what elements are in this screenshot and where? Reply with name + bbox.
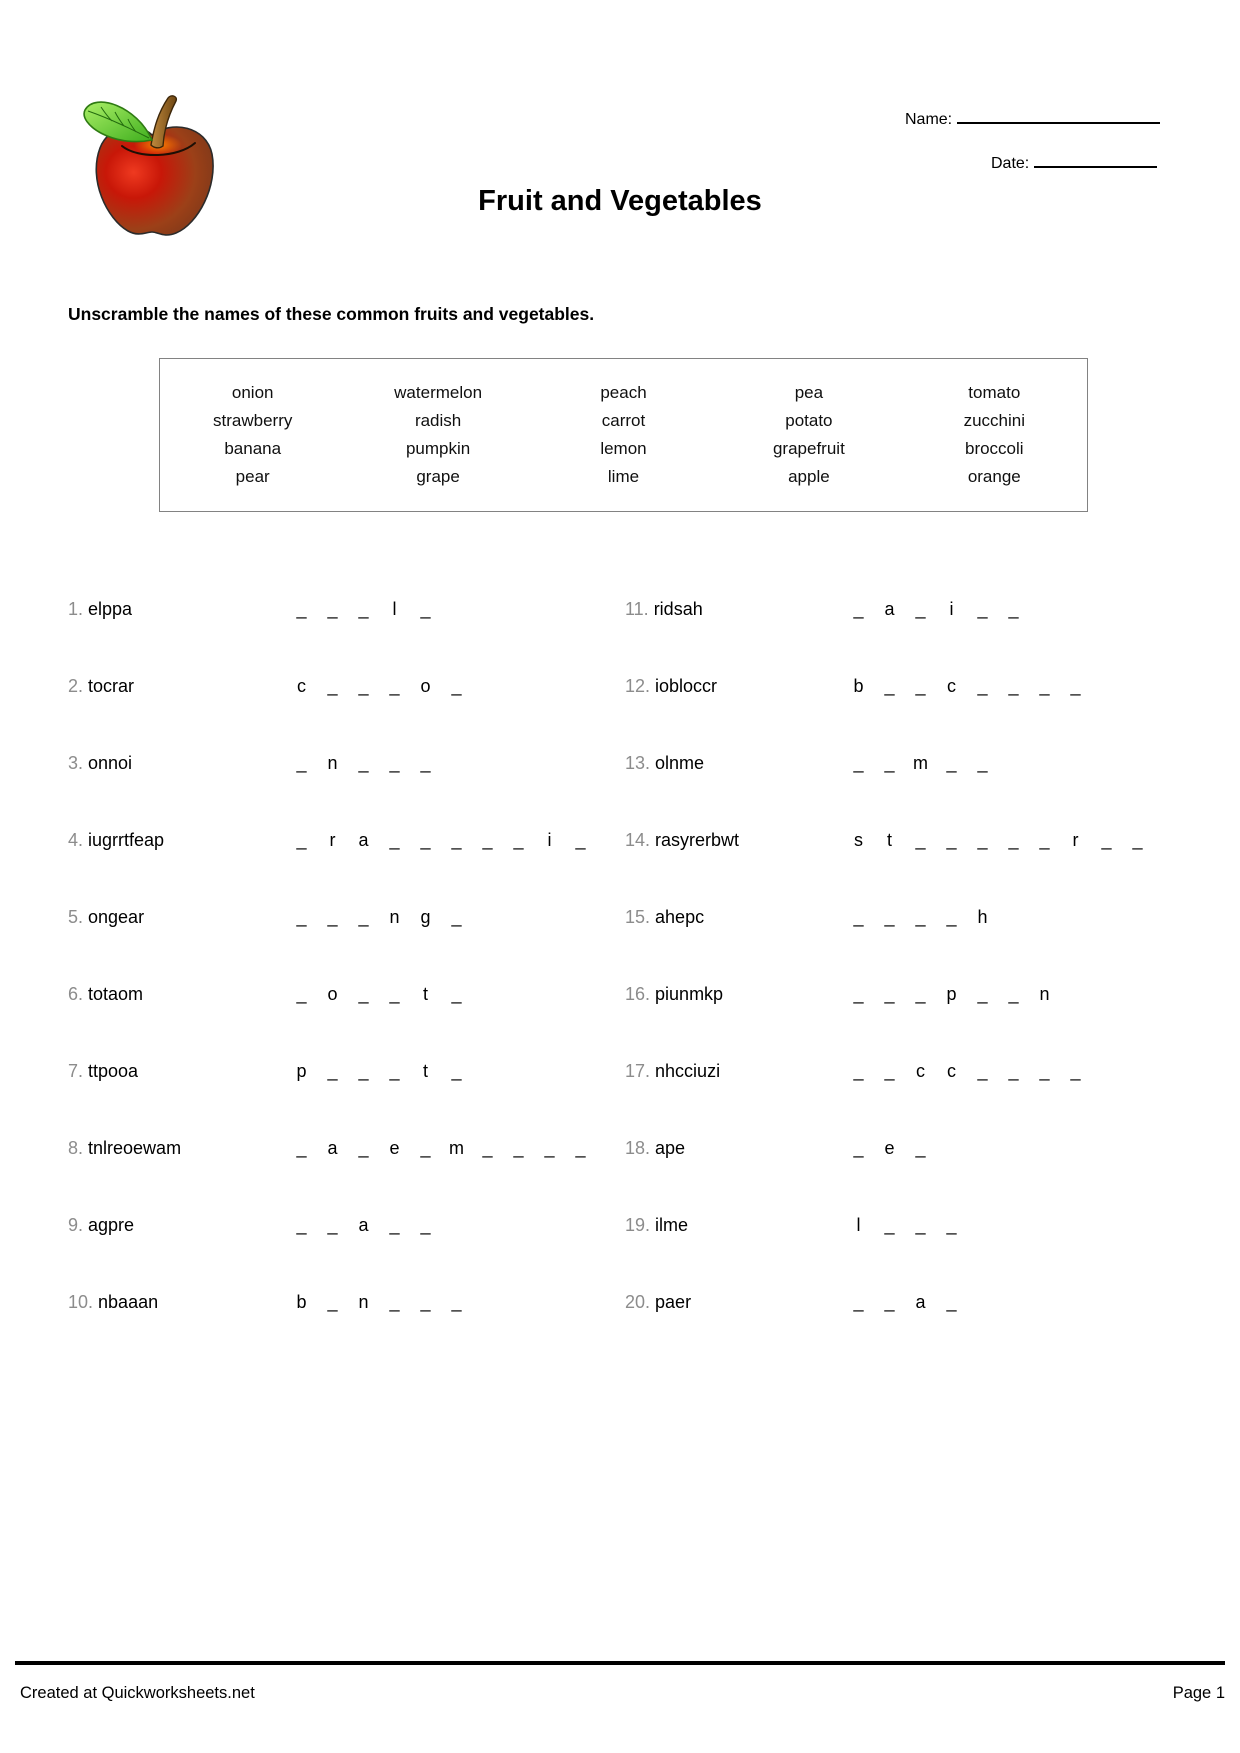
answer-blank: _: [1101, 830, 1112, 850]
question-row: [68, 1047, 625, 1124]
answer-pattern: [293, 830, 603, 851]
answer-blank: _: [327, 1215, 338, 1235]
answer-blank: _: [1039, 830, 1050, 850]
answer-blank: _: [358, 984, 369, 1004]
answer-blank: _: [389, 1061, 400, 1081]
answer-blank: _: [296, 599, 307, 619]
scrambled-word: tnlreoewam: [88, 1138, 182, 1158]
answer-letter: t: [422, 1061, 428, 1081]
answer-blank: _: [451, 1061, 462, 1081]
answer-blank: _: [327, 1292, 338, 1312]
answer-blank: _: [915, 676, 926, 696]
question-number: 19.: [625, 1215, 651, 1235]
answer-blank: _: [451, 676, 462, 696]
answer-blank: _: [946, 1292, 957, 1312]
answer-letter: c: [947, 1061, 956, 1081]
answer-pattern: [293, 907, 479, 928]
question-number: 15.: [625, 907, 651, 927]
answer-blank: _: [358, 676, 369, 696]
answer-blank: _: [513, 1138, 524, 1158]
answer-pattern: [293, 753, 448, 774]
word-bank-item: zucchini: [963, 411, 1025, 430]
word-bank-item: banana: [224, 439, 282, 458]
word-bank-item: radish: [414, 411, 462, 430]
word-bank-item: broccoli: [964, 439, 1024, 458]
answer-blank: _: [296, 1138, 307, 1158]
question-row: [68, 893, 625, 970]
scrambled-word: ridsah: [653, 599, 703, 619]
answer-blank: _: [1008, 676, 1019, 696]
question-row: [625, 739, 1182, 816]
answer-blank: _: [389, 1215, 400, 1235]
scrambled-word: ttpooa: [88, 1061, 139, 1081]
answer-blank: _: [420, 1215, 431, 1235]
answer-pattern: [850, 1292, 974, 1313]
answer-pattern: [850, 1215, 974, 1236]
scrambled-word: totaom: [88, 984, 144, 1004]
question-row: [625, 1278, 1182, 1355]
answer-blank: _: [977, 676, 988, 696]
answer-blank: _: [884, 1061, 895, 1081]
answer-pattern: [850, 907, 1005, 928]
scrambled-word: elppa: [88, 599, 133, 619]
answer-letter: b: [296, 1292, 307, 1312]
answer-blank: _: [946, 830, 957, 850]
answer-blank: _: [853, 599, 864, 619]
answer-blank: _: [420, 1138, 431, 1158]
question-number: 2.: [68, 676, 84, 696]
answer-letter: m: [449, 1138, 464, 1158]
answer-blank: _: [420, 599, 431, 619]
date-blank-line: [1034, 151, 1157, 168]
question-number: 1.: [68, 599, 84, 619]
answer-blank: _: [946, 753, 957, 773]
answer-letter: i: [547, 830, 552, 850]
answer-blank: _: [327, 599, 338, 619]
name-blank-line: [957, 107, 1160, 124]
answer-pattern: [293, 1138, 603, 1159]
answer-blank: _: [853, 1292, 864, 1312]
answer-blank: _: [296, 830, 307, 850]
question-row: [625, 970, 1182, 1047]
question-number: 9.: [68, 1215, 84, 1235]
question-number: 14.: [625, 830, 651, 850]
date-field: [991, 151, 1157, 173]
answer-pattern: [850, 1138, 943, 1159]
answer-blank: _: [389, 676, 400, 696]
word-bank-item: potato: [785, 411, 833, 430]
question-number: 4.: [68, 830, 84, 850]
answer-blank: _: [884, 676, 895, 696]
answer-letter: l: [392, 599, 397, 619]
question-number: 11.: [625, 599, 649, 619]
answer-letter: a: [358, 830, 369, 850]
answer-blank: _: [575, 1138, 586, 1158]
question-number: 13.: [625, 753, 651, 773]
question-row: [68, 662, 625, 739]
question-number: 10.: [68, 1292, 94, 1312]
answer-blank: _: [389, 753, 400, 773]
instruction-text: Unscramble the names of these common fruits and vegetables.: [68, 304, 595, 324]
apple-leaf: [84, 102, 152, 141]
answer-pattern: [850, 830, 1160, 851]
answer-blank: _: [915, 907, 926, 927]
answer-letter: t: [886, 830, 892, 850]
scrambled-word: onnoi: [88, 753, 133, 773]
scrambled-word: olnme: [655, 753, 705, 773]
scrambled-word: tocrar: [88, 676, 135, 696]
question-row: [625, 1201, 1182, 1278]
answer-blank: _: [544, 1138, 555, 1158]
question-row: [625, 1047, 1182, 1124]
answer-blank: _: [327, 676, 338, 696]
answer-pattern: [293, 599, 448, 620]
answer-blank: _: [327, 1061, 338, 1081]
word-bank-item: watermelon: [394, 383, 483, 402]
word-bank-item: pea: [794, 383, 824, 402]
question-row: [68, 1124, 625, 1201]
questions-grid: [68, 585, 1182, 1355]
answer-letter: r: [1072, 830, 1079, 850]
answer-pattern: [293, 676, 479, 697]
answer-letter: e: [884, 1138, 895, 1158]
question-row: [625, 662, 1182, 739]
answer-blank: _: [946, 907, 957, 927]
answer-letter: a: [327, 1138, 338, 1158]
answer-letter: a: [884, 599, 895, 619]
answer-letter: l: [856, 1215, 861, 1235]
answer-blank: _: [853, 984, 864, 1004]
answer-letter: o: [420, 676, 431, 696]
answer-letter: m: [913, 753, 928, 773]
question-number: 3.: [68, 753, 84, 773]
question-number: 18.: [625, 1138, 651, 1158]
word-bank-item: apple: [788, 467, 830, 486]
question-number: 17.: [625, 1061, 651, 1081]
scrambled-word: piunmkp: [655, 984, 724, 1004]
answer-blank: _: [977, 1061, 988, 1081]
answer-pattern: [850, 599, 1036, 620]
question-row: [68, 816, 625, 893]
answer-blank: _: [451, 907, 462, 927]
answer-blank: _: [1070, 1061, 1081, 1081]
word-bank-item: pear: [235, 467, 270, 486]
answer-pattern: [850, 1061, 1098, 1082]
answer-blank: _: [946, 1215, 957, 1235]
date-label: Date:: [991, 155, 1030, 172]
answer-blank: _: [884, 907, 895, 927]
answer-letter: g: [420, 907, 431, 927]
answer-letter: h: [977, 907, 988, 927]
question-row: [625, 816, 1182, 893]
answer-blank: _: [1008, 599, 1019, 619]
scrambled-word: iobloccr: [655, 676, 718, 696]
answer-pattern: [293, 984, 479, 1005]
scrambled-word: rasyrerbwt: [655, 830, 740, 850]
answer-letter: s: [854, 830, 863, 850]
answer-blank: _: [915, 1138, 926, 1158]
answer-blank: _: [1070, 676, 1081, 696]
answer-blank: _: [853, 753, 864, 773]
footer-rule: [15, 1661, 1225, 1665]
scrambled-word: ape: [655, 1138, 686, 1158]
answer-blank: _: [296, 1215, 307, 1235]
answer-letter: a: [915, 1292, 926, 1312]
answer-blank: _: [853, 907, 864, 927]
answer-letter: n: [1039, 984, 1050, 1004]
answer-letter: c: [297, 676, 306, 696]
word-bank-item: carrot: [601, 411, 646, 430]
word-bank-item: grape: [416, 467, 460, 486]
page-title: Fruit and Vegetables: [478, 185, 762, 218]
answer-blank: _: [915, 984, 926, 1004]
answer-blank: _: [358, 1061, 369, 1081]
question-row: [625, 893, 1182, 970]
answer-letter: r: [329, 830, 336, 850]
word-bank-item: grapefruit: [772, 439, 845, 458]
answer-letter: e: [389, 1138, 400, 1158]
answer-letter: p: [296, 1061, 307, 1081]
word-bank-item: orange: [967, 467, 1021, 486]
answer-blank: _: [389, 830, 400, 850]
answer-blank: _: [915, 830, 926, 850]
scrambled-word: ahepc: [655, 907, 705, 927]
answer-letter: n: [389, 907, 400, 927]
question-row: [625, 585, 1182, 662]
question-row: [68, 585, 625, 662]
answer-blank: _: [977, 753, 988, 773]
answer-blank: _: [327, 907, 338, 927]
scrambled-word: ilme: [655, 1215, 689, 1235]
scrambled-word: nbaaan: [98, 1292, 159, 1312]
answer-blank: _: [420, 830, 431, 850]
answer-blank: _: [915, 1215, 926, 1235]
question-number: 20.: [625, 1292, 651, 1312]
answer-blank: _: [884, 753, 895, 773]
answer-blank: _: [296, 907, 307, 927]
scrambled-word: iugrrtfeap: [88, 830, 165, 850]
answer-blank: _: [482, 1138, 493, 1158]
answer-blank: _: [451, 984, 462, 1004]
scrambled-word: paer: [655, 1292, 692, 1312]
question-row: [68, 1201, 625, 1278]
answer-letter: i: [949, 599, 954, 619]
question-number: 7.: [68, 1061, 84, 1081]
name-field: [905, 107, 1160, 129]
word-bank-item: peach: [600, 383, 647, 402]
answer-letter: t: [422, 984, 428, 1004]
answer-blank: _: [853, 1138, 864, 1158]
answer-blank: _: [296, 753, 307, 773]
answer-blank: _: [389, 984, 400, 1004]
footer-page-number: Page 1: [1172, 1684, 1225, 1702]
word-bank-item: lemon: [600, 439, 647, 458]
answer-letter: p: [946, 984, 957, 1004]
answer-blank: _: [389, 1292, 400, 1312]
answer-blank: _: [482, 830, 493, 850]
answer-pattern: [293, 1061, 479, 1082]
answer-pattern: [850, 676, 1098, 697]
answer-blank: _: [1132, 830, 1143, 850]
question-row: [68, 970, 625, 1047]
word-bank-item: strawberry: [213, 411, 293, 430]
answer-pattern: [293, 1215, 448, 1236]
question-number: 12.: [625, 676, 651, 696]
answer-blank: _: [853, 1061, 864, 1081]
answer-blank: _: [884, 1215, 895, 1235]
answer-blank: _: [358, 907, 369, 927]
answer-blank: _: [977, 984, 988, 1004]
answer-blank: _: [1039, 676, 1050, 696]
question-number: 8.: [68, 1138, 84, 1158]
answer-letter: b: [853, 676, 864, 696]
answer-blank: _: [420, 1292, 431, 1312]
answer-blank: _: [1008, 830, 1019, 850]
answer-letter: o: [327, 984, 338, 1004]
scrambled-word: agpre: [88, 1215, 135, 1235]
answer-pattern: [850, 984, 1067, 1005]
answer-pattern: [850, 753, 1005, 774]
answer-blank: _: [884, 984, 895, 1004]
scrambled-word: nhcciuzi: [655, 1061, 721, 1081]
question-number: 6.: [68, 984, 84, 1004]
answer-blank: _: [1039, 1061, 1050, 1081]
answer-letter: a: [358, 1215, 369, 1235]
answer-letter: n: [358, 1292, 369, 1312]
word-bank-item: tomato: [968, 383, 1021, 402]
answer-blank: _: [451, 1292, 462, 1312]
answer-blank: _: [575, 830, 586, 850]
question-row: [68, 1278, 625, 1355]
footer-credit: Created at Quickworksheets.net: [20, 1684, 255, 1702]
question-row: [625, 1124, 1182, 1201]
answer-blank: _: [1008, 984, 1019, 1004]
answer-blank: _: [420, 753, 431, 773]
question-number: 16.: [625, 984, 651, 1004]
answer-letter: c: [916, 1061, 925, 1081]
answer-blank: _: [977, 599, 988, 619]
answer-blank: _: [884, 1292, 895, 1312]
word-bank-item: onion: [231, 383, 274, 402]
question-row: [68, 739, 625, 816]
answer-blank: _: [358, 1138, 369, 1158]
question-number: 5.: [68, 907, 84, 927]
word-bank-item: pumpkin: [405, 439, 471, 458]
answer-blank: _: [1008, 1061, 1019, 1081]
answer-pattern: [293, 1292, 479, 1313]
scrambled-word: ongear: [88, 907, 145, 927]
answer-blank: _: [977, 830, 988, 850]
word-bank-item: lime: [607, 467, 640, 486]
answer-blank: _: [358, 753, 369, 773]
answer-letter: n: [327, 753, 338, 773]
answer-blank: _: [296, 984, 307, 1004]
answer-letter: c: [947, 676, 956, 696]
answer-blank: _: [358, 599, 369, 619]
name-label: Name:: [905, 111, 953, 128]
answer-blank: _: [915, 599, 926, 619]
word-bank-grid: [159, 358, 1088, 512]
answer-blank: _: [451, 830, 462, 850]
answer-blank: _: [513, 830, 524, 850]
